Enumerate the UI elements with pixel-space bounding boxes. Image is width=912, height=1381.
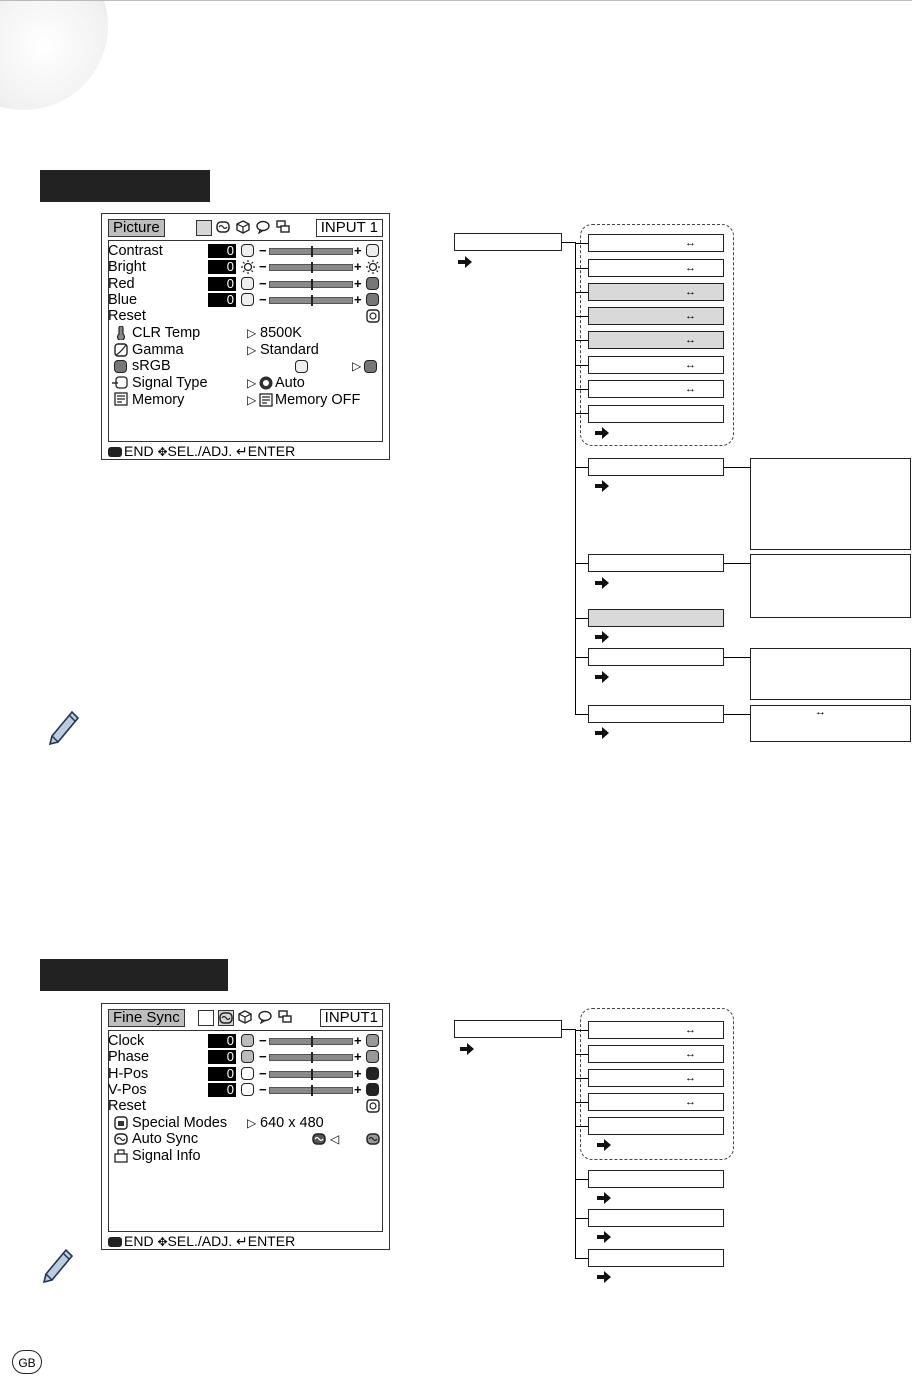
tree-item-box xyxy=(588,405,724,423)
auto-sync-row[interactable] xyxy=(132,1131,198,1147)
right-arrow-icon xyxy=(595,577,609,589)
submenu-arrow-icon: ▷ xyxy=(247,1116,257,1130)
connector-line xyxy=(575,563,589,564)
reset-row[interactable] xyxy=(108,1098,146,1114)
status-tab-icon[interactable] xyxy=(278,1010,292,1024)
memory-off-icon xyxy=(259,393,273,407)
right-arrow-icon xyxy=(597,1231,611,1243)
gamma-row[interactable] xyxy=(132,342,184,358)
phase-slider[interactable] xyxy=(269,1054,353,1061)
blue-label: Blue xyxy=(108,292,138,308)
connector-line xyxy=(575,1179,589,1180)
contrast-row[interactable] xyxy=(108,243,163,259)
submenu-arrow-icon: ▷ xyxy=(247,393,257,407)
right-arrow-icon xyxy=(597,1192,611,1204)
status-tab-icon[interactable] xyxy=(276,220,290,234)
gamma-icon xyxy=(114,343,128,357)
bright-row[interactable] xyxy=(108,259,146,275)
memory-value: Memory OFF xyxy=(275,392,361,408)
clock-label: Clock xyxy=(108,1033,145,1049)
minus-sign: − xyxy=(259,1082,267,1097)
plus-sign: + xyxy=(354,243,362,258)
auto-sync-off-icon[interactable] xyxy=(366,1132,380,1146)
contrast-high-icon xyxy=(366,244,379,257)
tree-item-box: ↔ xyxy=(588,234,724,252)
fine-sync-menu-screen xyxy=(101,1003,390,1250)
connector-line xyxy=(724,563,750,564)
tree-item-box: ↔ xyxy=(588,380,724,398)
top-rule xyxy=(0,0,912,1)
special-modes-row[interactable] xyxy=(132,1115,227,1131)
signal-type-row[interactable] xyxy=(132,375,208,391)
tree-item-box: ↔ xyxy=(588,1045,724,1063)
sun-bright-icon xyxy=(366,260,380,274)
blue-high-icon xyxy=(366,293,379,306)
plus-sign: + xyxy=(354,292,362,307)
footer-sel: SEL./ADJ. xyxy=(167,443,233,459)
clock-high-icon xyxy=(366,1034,379,1047)
enter-arrow-icon: ↵ xyxy=(236,1233,248,1249)
connector-line xyxy=(575,1126,589,1127)
tree-item-box xyxy=(588,648,724,666)
options-tab-icon[interactable] xyxy=(238,1010,252,1024)
note-pencil-icon xyxy=(38,1244,78,1284)
red-slider[interactable] xyxy=(269,281,353,288)
footer-enter: ENTER xyxy=(247,1233,296,1249)
connector-line xyxy=(575,1218,589,1219)
srgb-icon xyxy=(114,360,127,373)
memory-label: Memory xyxy=(132,392,185,408)
special-modes-label: Special Modes xyxy=(132,1115,228,1131)
connector-line xyxy=(575,657,589,658)
plus-sign: + xyxy=(354,1082,362,1097)
reset-label: Reset xyxy=(108,1098,146,1114)
fine-sync-tab-icon[interactable] xyxy=(216,220,230,234)
connector-line xyxy=(575,268,589,269)
submenu-arrow-icon: ▷ xyxy=(247,343,257,357)
srgb-label: sRGB xyxy=(132,358,171,374)
plus-sign: + xyxy=(354,259,362,274)
tree-item-box xyxy=(588,1170,724,1188)
minus-sign: − xyxy=(259,292,267,307)
tree-item-box: ↔ xyxy=(588,283,724,301)
picture-tree-root xyxy=(454,233,562,251)
connector-line xyxy=(575,389,589,390)
language-tab-icon[interactable] xyxy=(258,1010,272,1024)
thermometer-icon xyxy=(114,326,128,340)
input-indicator: INPUT 1 xyxy=(316,219,383,237)
plus-sign: + xyxy=(354,1066,362,1081)
cross-arrows-icon: ✥ xyxy=(157,445,168,459)
enter-arrow-icon: ↵ xyxy=(236,443,248,459)
reset-icon[interactable] xyxy=(366,309,380,323)
minus-sign: − xyxy=(259,1049,267,1064)
red-low-icon xyxy=(241,277,254,290)
h-pos-slider[interactable] xyxy=(269,1071,353,1078)
contrast-value: 0 xyxy=(208,244,236,258)
minus-sign: − xyxy=(259,1066,267,1081)
signal-type-icon xyxy=(112,376,128,390)
phase-label: Phase xyxy=(108,1049,150,1065)
h-pos-low-icon xyxy=(241,1067,254,1080)
right-arrow-icon xyxy=(595,671,609,683)
v-pos-label: V-Pos xyxy=(108,1082,147,1098)
option-list-box xyxy=(750,705,911,742)
tree-item-box xyxy=(588,554,724,572)
language-tab-icon[interactable] xyxy=(256,220,270,234)
picture-tab-icon[interactable] xyxy=(196,220,212,236)
minus-sign: − xyxy=(259,1033,267,1048)
auto-sync-icon xyxy=(114,1132,128,1146)
right-arrow-icon xyxy=(595,727,609,739)
connector-line xyxy=(575,1258,589,1259)
footer-enter: ENTER xyxy=(247,443,296,459)
blue-slider[interactable] xyxy=(269,297,353,304)
signal-type-value: Auto xyxy=(275,375,305,391)
phase-row[interactable] xyxy=(108,1049,149,1065)
v-pos-low-icon xyxy=(241,1083,254,1096)
cross-arrows-icon: ✥ xyxy=(157,1235,168,1249)
tree-item-box: ↔ xyxy=(588,1093,724,1111)
footer-end: END xyxy=(124,443,154,459)
contrast-low-icon xyxy=(241,244,254,257)
tree-item-box: ↔ xyxy=(588,356,724,374)
input-indicator: INPUT1 xyxy=(320,1009,383,1027)
auto-sync-label: Auto Sync xyxy=(132,1131,199,1147)
signal-type-label: Signal Type xyxy=(132,375,208,391)
tree-trunk-line xyxy=(575,1029,576,1258)
picture-tab-icon[interactable] xyxy=(198,1010,214,1026)
signal-info-icon xyxy=(114,1149,128,1163)
menu-key-icon xyxy=(108,447,122,457)
picture-menu-footer xyxy=(108,443,295,459)
gamma-value: Standard xyxy=(260,342,319,358)
blue-row[interactable] xyxy=(108,292,137,308)
v-pos-slider[interactable] xyxy=(269,1087,353,1094)
submenu-arrow-icon: ◁ xyxy=(330,1132,340,1146)
plus-sign: + xyxy=(354,276,362,291)
phase-high-icon xyxy=(366,1050,379,1063)
note-pencil-icon xyxy=(44,706,84,746)
corner-decoration xyxy=(0,0,108,110)
connector-line xyxy=(575,316,589,317)
right-arrow-icon xyxy=(595,631,609,643)
h-pos-row[interactable] xyxy=(108,1066,148,1082)
connector-line xyxy=(575,1102,589,1103)
reset-icon[interactable] xyxy=(366,1099,380,1113)
contrast-slider[interactable] xyxy=(269,248,353,255)
picture-menu-tab-row xyxy=(108,219,383,237)
right-arrow-icon xyxy=(595,480,609,492)
clock-row[interactable] xyxy=(108,1033,144,1049)
memory-row[interactable] xyxy=(132,392,184,408)
connector-line xyxy=(575,467,589,468)
tree-item-box xyxy=(588,1117,724,1135)
option-list-box xyxy=(750,458,911,550)
red-value: 0 xyxy=(208,277,236,291)
region-badge: GB xyxy=(12,1350,42,1374)
connector-line xyxy=(724,714,750,715)
right-arrow-icon xyxy=(460,1043,474,1055)
submenu-arrow-icon: ▷ xyxy=(352,359,362,373)
reset-label: Reset xyxy=(108,308,146,324)
blue-value: 0 xyxy=(208,293,236,307)
special-modes-value: 640 x 480 xyxy=(260,1115,324,1131)
sun-dim-icon xyxy=(241,260,255,274)
fine-sync-menu-footer xyxy=(108,1233,295,1249)
minus-sign: − xyxy=(259,243,267,258)
fine-sync-menu-tab-row xyxy=(108,1009,383,1027)
tree-item-box xyxy=(588,609,724,627)
menu-key-icon xyxy=(108,1237,122,1247)
tree-item-box: ↔ xyxy=(588,1021,724,1039)
blue-low-icon xyxy=(241,293,254,306)
right-arrow-icon xyxy=(597,1271,611,1283)
right-arrow-icon xyxy=(595,427,609,439)
h-pos-value: 0 xyxy=(208,1067,236,1081)
auto-icon xyxy=(259,376,273,390)
clock-slider[interactable] xyxy=(269,1038,353,1045)
contrast-label: Contrast xyxy=(108,243,163,259)
right-arrow-icon xyxy=(597,1139,611,1151)
h-pos-label: H-Pos xyxy=(108,1066,149,1082)
tree-item-box: ↔ xyxy=(588,307,724,325)
section-heading-bar-picture xyxy=(40,170,210,202)
minus-sign: − xyxy=(259,259,267,274)
auto-sync-on-icon[interactable] xyxy=(312,1132,326,1146)
red-row[interactable] xyxy=(108,276,135,292)
fine-sync-tab-icon[interactable] xyxy=(218,1010,234,1026)
bright-label: Bright xyxy=(108,259,146,275)
tree-item-box xyxy=(588,458,724,476)
connector-line xyxy=(575,292,589,293)
connector-line xyxy=(575,413,589,414)
reset-row[interactable] xyxy=(108,308,146,324)
double-arrow-symbol: ↔ xyxy=(815,706,826,718)
v-pos-high-icon xyxy=(366,1083,379,1096)
connector-line xyxy=(724,657,750,658)
tree-item-box: ↔ xyxy=(588,259,724,277)
tree-item-box xyxy=(588,1209,724,1227)
srgb-on-icon[interactable] xyxy=(295,360,308,373)
clr-temp-value: 8500K xyxy=(260,325,302,341)
connector-line xyxy=(562,1029,576,1030)
signal-info-row[interactable] xyxy=(132,1148,201,1164)
tree-trunk-line xyxy=(575,242,576,714)
gamma-label: Gamma xyxy=(132,342,184,358)
connector-line xyxy=(575,340,589,341)
picture-menu-tab[interactable]: Picture xyxy=(108,219,165,237)
srgb-off-icon[interactable] xyxy=(364,360,377,373)
picture-menu-screen xyxy=(101,213,390,460)
plus-sign: + xyxy=(354,1033,362,1048)
v-pos-value: 0 xyxy=(208,1083,236,1097)
srgb-row[interactable] xyxy=(132,358,171,374)
footer-sel: SEL./ADJ. xyxy=(167,1233,233,1249)
phase-value: 0 xyxy=(208,1050,236,1064)
bright-value: 0 xyxy=(208,260,236,274)
right-arrow-icon xyxy=(458,256,472,268)
submenu-arrow-icon: ▷ xyxy=(247,326,257,340)
clock-low-icon xyxy=(241,1034,254,1047)
memory-icon xyxy=(114,392,128,406)
special-modes-icon xyxy=(114,1116,128,1130)
connector-line xyxy=(575,243,589,244)
plus-sign: + xyxy=(354,1049,362,1064)
red-label: Red xyxy=(108,276,135,292)
tree-item-box xyxy=(588,1249,724,1267)
connector-line xyxy=(562,242,576,243)
section-heading-bar-fine-sync xyxy=(40,959,228,991)
connector-line xyxy=(575,1078,589,1079)
fine-sync-tree-root xyxy=(454,1020,562,1038)
tree-item-box: ↔ xyxy=(588,331,724,349)
option-list-box xyxy=(750,648,911,700)
option-list-box xyxy=(750,554,911,618)
clr-temp-row[interactable] xyxy=(132,325,200,341)
tree-item-box xyxy=(588,705,724,723)
phase-low-icon xyxy=(241,1050,254,1063)
fine-sync-menu-tab[interactable]: Fine Sync xyxy=(108,1009,185,1027)
footer-end: END xyxy=(124,1233,154,1249)
v-pos-row[interactable] xyxy=(108,1082,147,1098)
connector-line xyxy=(575,365,589,366)
red-high-icon xyxy=(366,277,379,290)
bright-slider[interactable] xyxy=(269,264,353,271)
connector-line xyxy=(575,714,589,715)
h-pos-high-icon xyxy=(366,1067,379,1080)
options-tab-icon[interactable] xyxy=(236,220,250,234)
minus-sign: − xyxy=(259,276,267,291)
connector-line xyxy=(575,618,589,619)
tree-item-box: ↔ xyxy=(588,1069,724,1087)
submenu-arrow-icon: ▷ xyxy=(247,376,257,390)
connector-line xyxy=(575,1054,589,1055)
connector-line xyxy=(724,467,750,468)
connector-line xyxy=(575,1030,589,1031)
clr-temp-label: CLR Temp xyxy=(132,325,201,341)
clock-value: 0 xyxy=(208,1034,236,1048)
signal-info-label: Signal Info xyxy=(132,1148,201,1164)
